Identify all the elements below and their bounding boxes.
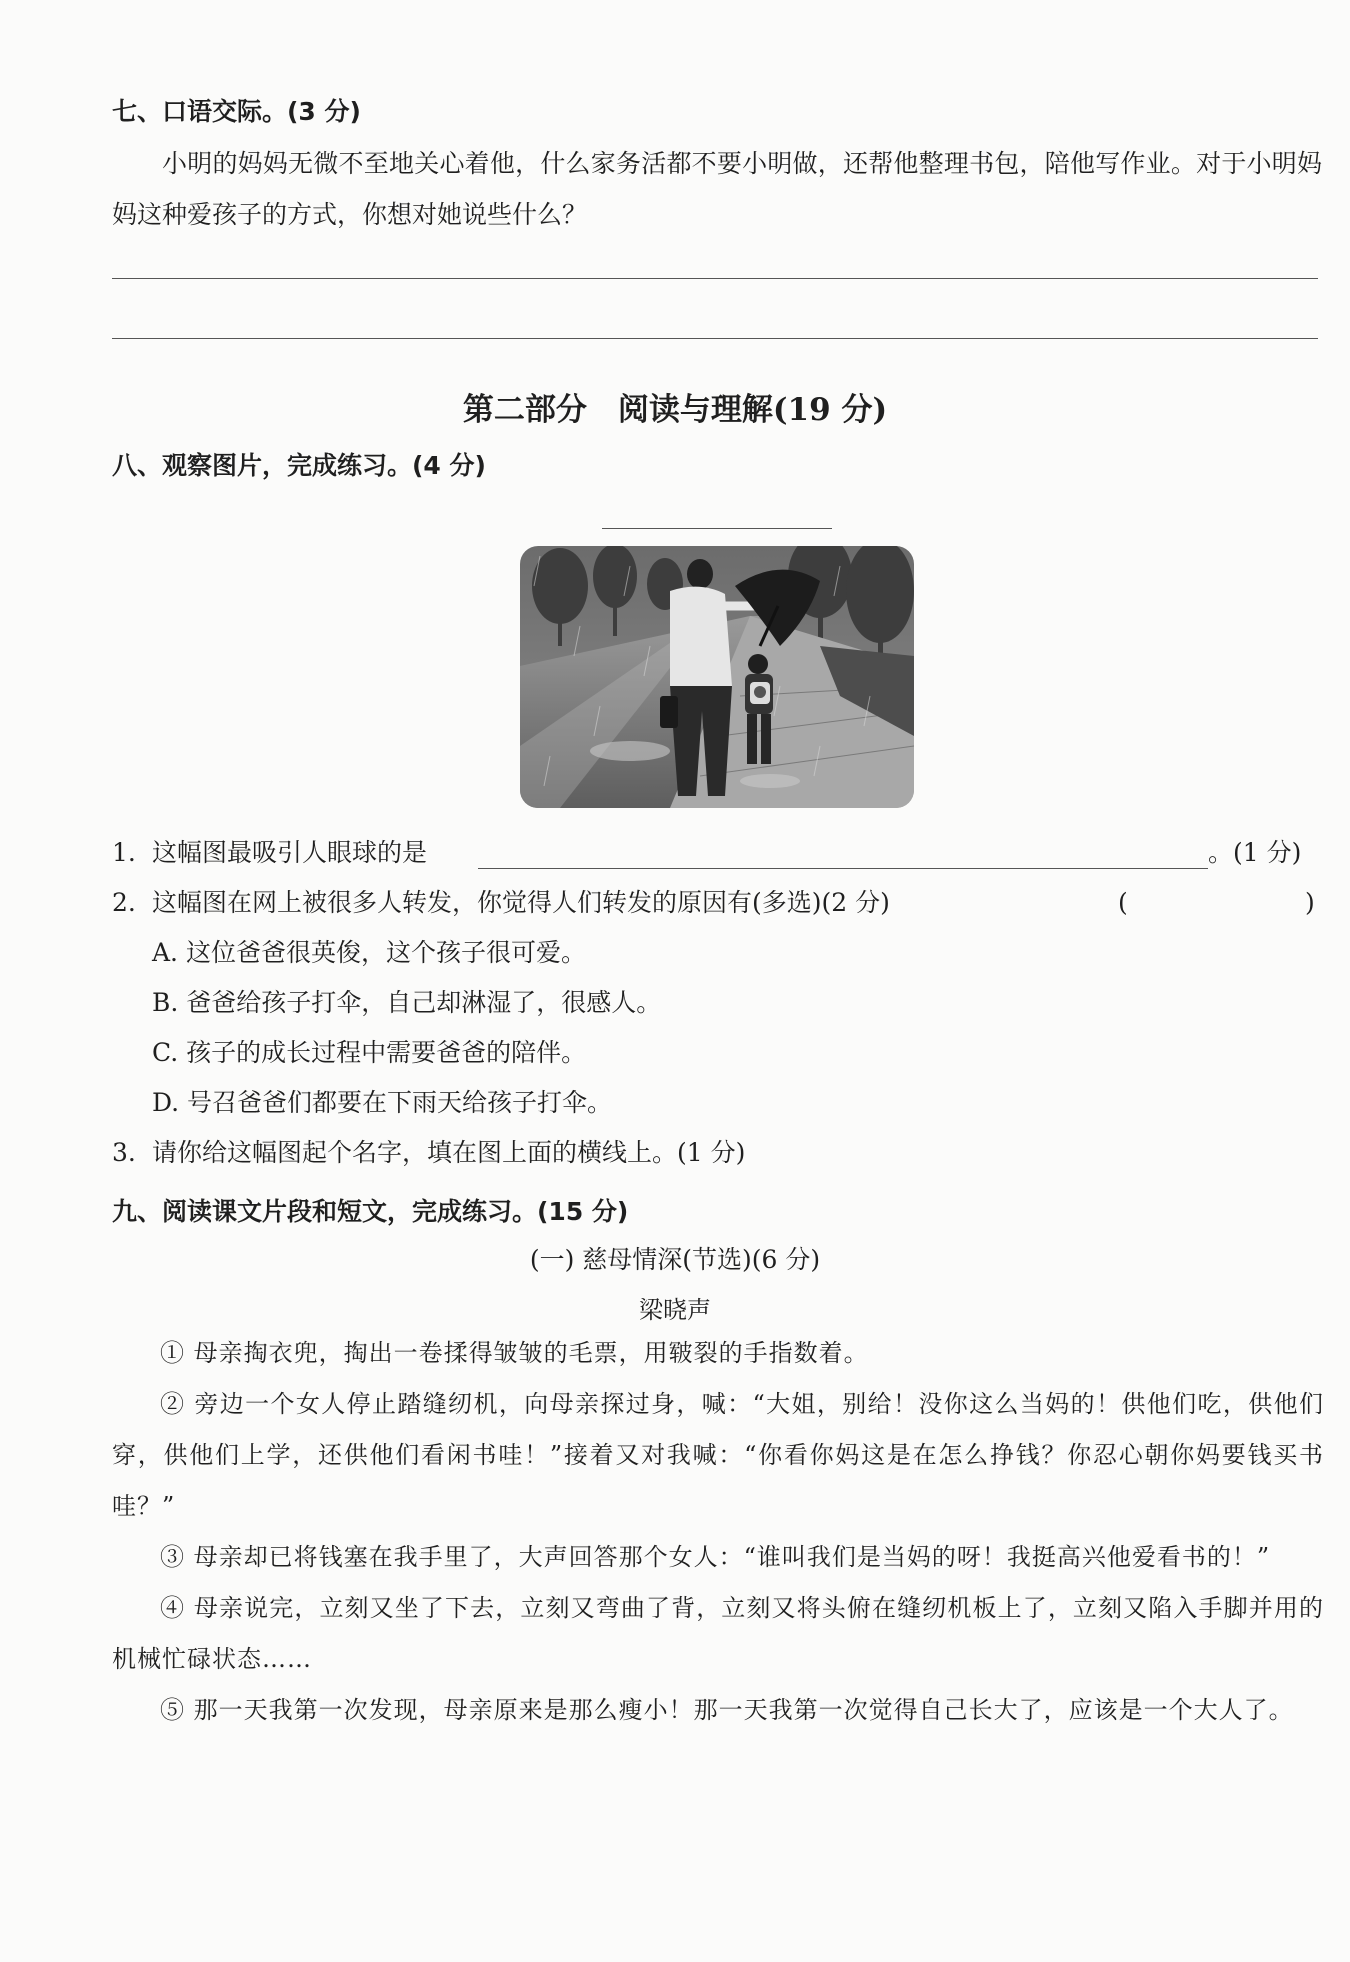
father-child-umbrella-illustration: [520, 546, 914, 808]
reading-subtitle: (一) 慈母情深(节选)(6 分): [529, 1245, 821, 1274]
passage-paragraph-5: ⑤ 那一天我第一次发现，母亲原来是那么瘦小！那一天我第一次觉得自己长大了，应该是一个大人了。: [160, 1696, 1294, 1724]
passage-paragraph-1: ① 母亲掏衣兜，掏出一卷揉得皱皱的毛票，用皲裂的手指数着。: [160, 1339, 869, 1367]
passage-paragraph-4: ④ 母亲说完，立刻又坐了下去，立刻又弯曲了背，立刻又将头俯在缝纫机板上了，立刻又陷入手脚并用的机械忙碌状态……: [112, 1594, 1324, 1673]
q3-text: 请你给这幅图起个名字，填在图上面的横线上。(1 分): [152, 1138, 746, 1167]
reading-author: 梁晓声: [639, 1296, 711, 1324]
q1-text: 这幅图最吸引人眼球的是: [152, 838, 428, 867]
q2-paren-close: ): [1305, 888, 1315, 917]
section8-heading: 八、观察图片，完成练习。(4 分): [112, 451, 486, 480]
passage-paragraph-2: ② 旁边一个女人停止踏缝纫机，向母亲探过身，喊：“大姐，别给！没你这么当妈的！供他们吃，供他们穿，供他们上学，还供他们看闲书哇！”接着又对我喊：“你看你妈这是在怎么挣钱？你忍心朝你妈要钱买书哇？”: [112, 1390, 1324, 1520]
option-d: D. 号召爸爸们都要在下雨天给孩子打伞。: [152, 1088, 613, 1117]
q1-score: 。(1 分): [1208, 838, 1302, 867]
answer-line-1[interactable]: [112, 278, 1318, 279]
q1-answer-blank[interactable]: [478, 868, 1208, 869]
option-c: C. 孩子的成长过程中需要爸爸的陪伴。: [152, 1038, 587, 1067]
picture-title-blank[interactable]: [602, 528, 832, 529]
q1-number: 1.: [112, 838, 136, 867]
part2-title: 第二部分 阅读与理解(19 分): [462, 392, 888, 428]
q2-answer-box[interactable]: [1140, 884, 1300, 922]
option-b: B. 爸爸给孩子打伞，自己却淋湿了，很感人。: [152, 988, 662, 1017]
q3-number: 3.: [112, 1138, 136, 1167]
passage-paragraph-3: ③ 母亲却已将钱塞在我手里了，大声回答那个女人：“谁叫我们是当妈的呀！我挺高兴他爱看书的！”: [160, 1543, 1271, 1571]
answer-line-2[interactable]: [112, 338, 1318, 339]
rain-scene-icon: [520, 546, 914, 808]
q2-text: 这幅图在网上被很多人转发，你觉得人们转发的原因有(多选)(2 分): [152, 888, 890, 917]
reading-passage: [112, 1328, 1324, 1736]
option-a: A. 这位爸爸很英俊，这个孩子很可爱。: [152, 938, 586, 967]
section7-heading: 七、口语交际。(3 分): [112, 97, 361, 126]
section9-heading: 九、阅读课文片段和短文，完成练习。(15 分): [112, 1197, 629, 1226]
q2-paren-open: (: [1118, 888, 1128, 917]
section7-paragraph: 小明的妈妈无微不至地关心着他，什么家务活都不要小明做，还帮他整理书包，陪他写作业。对于小明妈妈这种爱孩子的方式，你想对她说些什么？: [112, 149, 1322, 229]
q2-number: 2.: [112, 888, 136, 917]
